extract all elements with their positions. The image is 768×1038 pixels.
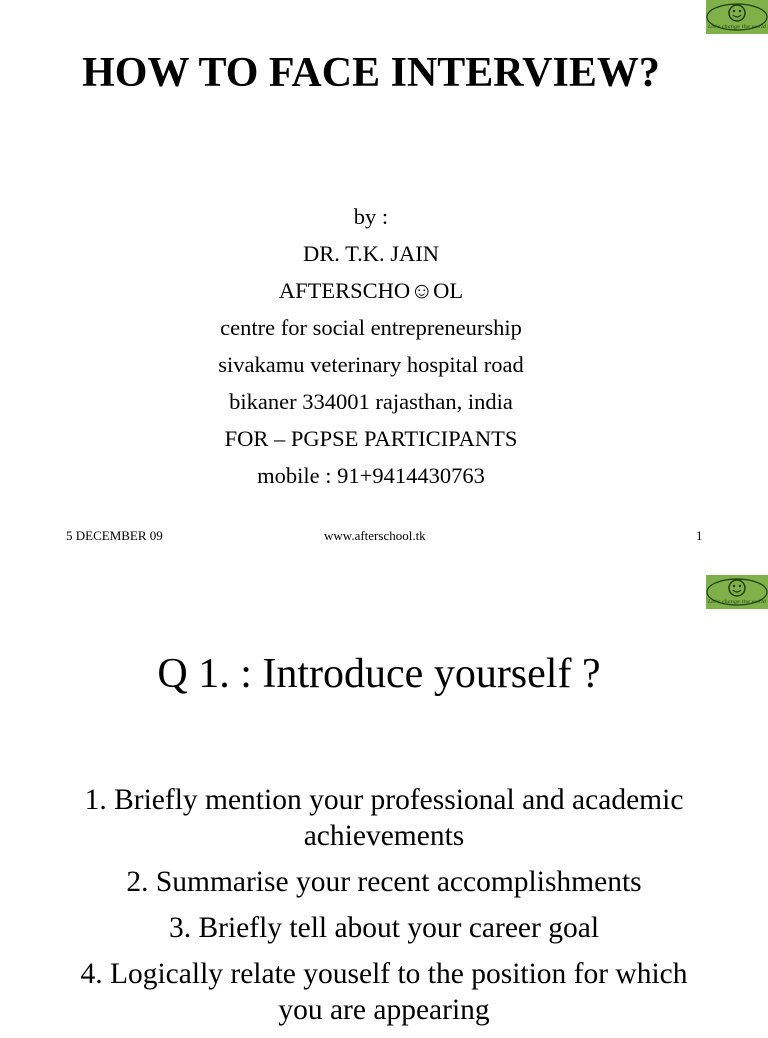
- answer-points-list: [0, 782, 768, 1038]
- author-block: [0, 198, 742, 494]
- logo: [706, 0, 768, 34]
- audience-line: FOR – PGPSE PARTICIPANTS: [224, 426, 518, 451]
- logo: [706, 575, 768, 609]
- footer-page-number: 1: [696, 528, 703, 543]
- page-title: HOW TO FACE INTERVIEW?: [82, 50, 660, 96]
- smiley-logo-icon: [706, 0, 768, 34]
- list-item: 1. Briefly mention your professional and academic achievements: [84, 784, 684, 852]
- author-name: DR. T.K. JAIN: [302, 241, 440, 266]
- slide-2: [0, 572, 768, 1024]
- smiley-logo-icon: [706, 575, 768, 609]
- list-item: 4. Logically relate youself to the position for which you are appearing: [80, 958, 688, 1026]
- logo-tagline: Let's change the world: [707, 599, 767, 605]
- mobile-line: mobile : 91+9414430763: [257, 463, 485, 488]
- organization-centre: centre for social entrepreneurship: [220, 315, 522, 340]
- list-item: 2. Summarise your recent accomplishments: [126, 866, 642, 898]
- list-item: 3. Briefly tell about your career goal: [168, 912, 600, 944]
- footer-date: 5 DECEMBER 09: [66, 528, 163, 543]
- organization-name: AFTERSCHO☺OL: [278, 278, 464, 303]
- address-street: sivakamu veterinary hospital road: [218, 352, 524, 377]
- by-label: by :: [353, 204, 389, 229]
- footer-url: www.afterschool.tk: [324, 528, 426, 543]
- logo-tagline: Let's change the world: [707, 24, 767, 30]
- slide-title: Q 1. : Introduce yourself ?: [157, 651, 601, 697]
- address-city: bikaner 334001 rajasthan, india: [229, 389, 513, 414]
